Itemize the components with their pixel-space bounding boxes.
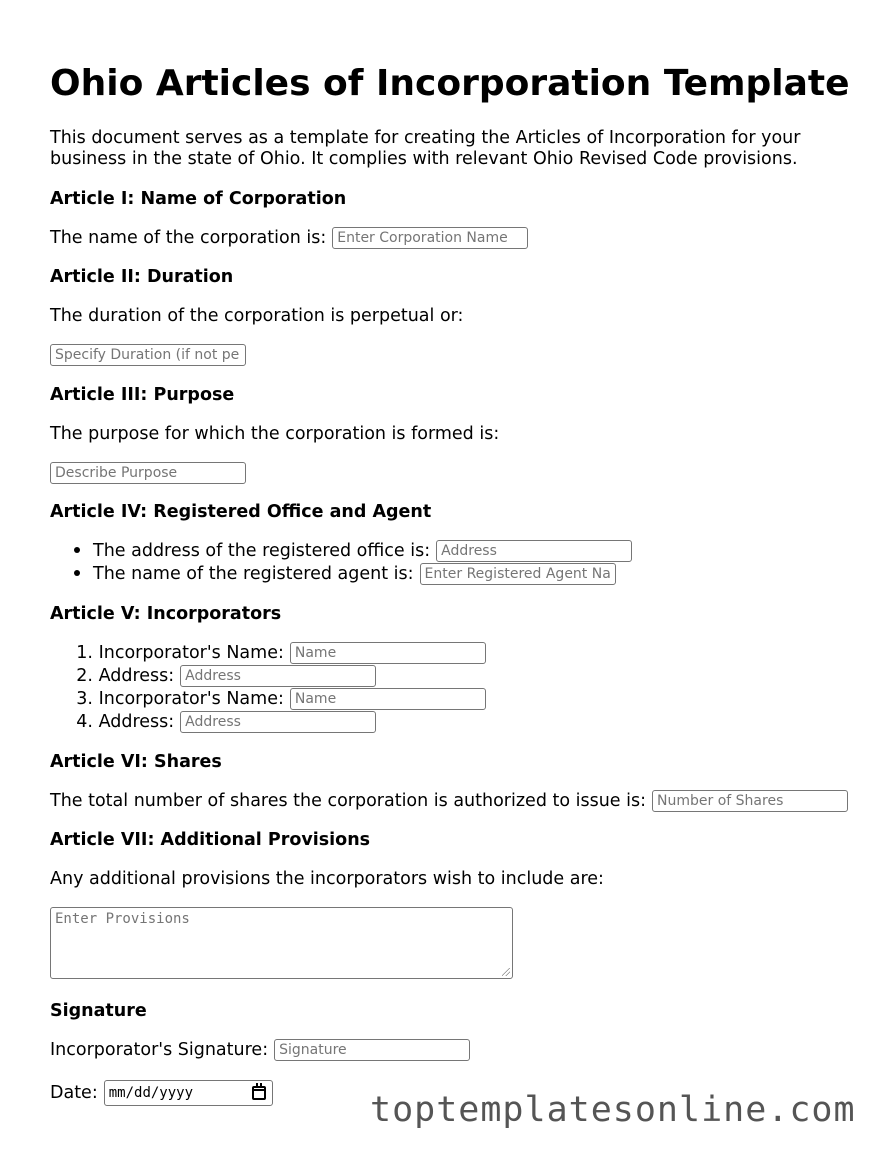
list-item [50, 688, 486, 710]
list-number: 3. [76, 689, 93, 709]
incorporator-2-name-input[interactable]: Name [290, 688, 486, 710]
list-number: 2. [76, 666, 93, 686]
incorporator-1-address-input[interactable]: Address [180, 665, 376, 687]
duration-input[interactable]: Specify Duration (if not pe [50, 344, 246, 366]
incorporator-1-address-label: Address: [98, 666, 175, 686]
date-placeholder: mm/dd/yyyy [108, 1085, 194, 1101]
resize-handle-icon[interactable] [502, 968, 510, 976]
provisions-placeholder: Enter Provisions [55, 911, 190, 927]
corporation-name-input[interactable]: Enter Corporation Name [332, 227, 528, 249]
list-number: 1. [76, 643, 93, 663]
article-4-heading: Article IV: Registered Office and Agent [50, 502, 432, 522]
article-2-heading: Article II: Duration [50, 267, 234, 287]
signature-row [50, 1039, 470, 1061]
signature-input[interactable]: Signature [274, 1039, 470, 1061]
article-1-heading: Article I: Name of Corporation [50, 189, 347, 209]
registered-office-address-input[interactable]: Address [436, 540, 632, 562]
article-6-heading: Article VI: Shares [50, 752, 222, 772]
article-1-row [50, 227, 528, 249]
signature-label: Incorporator's Signature: [50, 1040, 269, 1060]
list-item [50, 563, 616, 585]
list-item [50, 642, 486, 664]
signature-heading: Signature [50, 1001, 147, 1021]
date-row [50, 1080, 273, 1106]
calendar-icon[interactable] [252, 1086, 266, 1100]
incorporator-2-name-label: Incorporator's Name: [98, 689, 284, 709]
duration-text: The duration of the corporation is perpetual or: [50, 306, 464, 326]
purpose-input[interactable]: Describe Purpose [50, 462, 246, 484]
incorporator-1-name-input[interactable]: Name [290, 642, 486, 664]
watermark: toptemplatesonline.com [370, 1090, 856, 1130]
number-of-shares-input[interactable]: Number of Shares [652, 790, 848, 812]
date-label: Date: [50, 1083, 98, 1103]
incorporator-1-name-label: Incorporator's Name: [98, 643, 284, 663]
incorporator-2-address-input[interactable]: Address [180, 711, 376, 733]
registered-agent-label: The name of the registered agent is: [93, 564, 414, 584]
article-6-row [50, 790, 848, 812]
list-item [50, 540, 632, 562]
shares-label: The total number of shares the corporation is authorized to issue is: [50, 791, 647, 811]
article-5-heading: Article V: Incorporators [50, 604, 282, 624]
intro-paragraph: This document serves as a template for creating the Articles of Incorporation for your business in the state of Ohio. It complies with relevant Ohio Revised Code provisions. [50, 128, 801, 169]
document-title: Ohio Articles of Incorporation Template [50, 63, 850, 104]
provisions-textarea[interactable] [50, 907, 513, 979]
article-3-heading: Article III: Purpose [50, 385, 235, 405]
list-item [50, 665, 376, 687]
corporation-name-label: The name of the corporation is: [50, 228, 327, 248]
list-item [50, 711, 376, 733]
list-number: 4. [76, 712, 93, 732]
date-input[interactable] [104, 1080, 273, 1106]
registered-agent-input[interactable]: Enter Registered Agent Na [420, 563, 616, 585]
incorporator-2-address-label: Address: [98, 712, 175, 732]
registered-office-label: The address of the registered office is: [93, 541, 431, 561]
provisions-text: Any additional provisions the incorporators wish to include are: [50, 869, 604, 889]
article-7-heading: Article VII: Additional Provisions [50, 830, 371, 850]
purpose-text: The purpose for which the corporation is formed is: [50, 424, 500, 444]
